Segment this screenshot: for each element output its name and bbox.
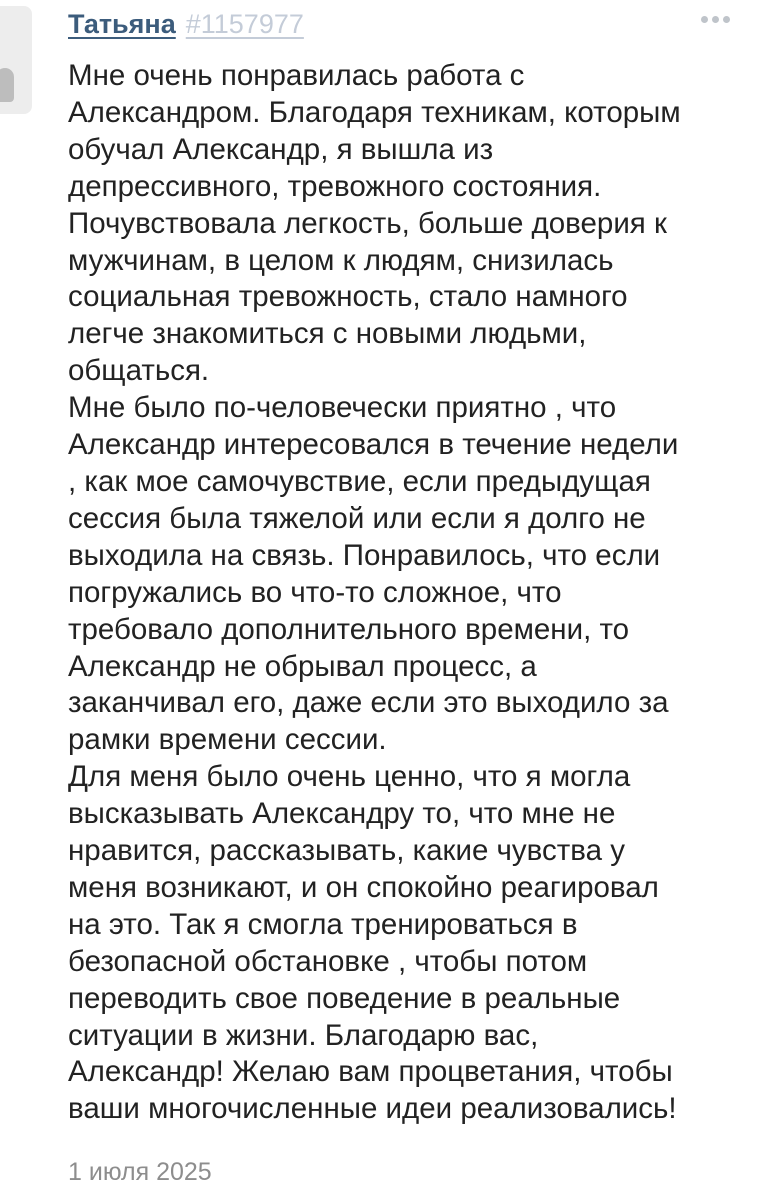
user-silhouette-icon: [0, 68, 14, 102]
avatar[interactable]: [0, 6, 32, 114]
more-horizontal-icon-dot: [723, 16, 730, 23]
more-horizontal-icon-dot: [712, 16, 719, 23]
comment-text: Мне очень понравилась работа с Александром. Благодаря техникам, которым обучал Александр, я вышла из депрессивного, тревожного состояния. Почувствовала легкость, больше доверия к мужчинам, в целом к людям, снизилась социальная тревожность, стало намного легче знакомиться с новыми людьми, общаться. Мне было по-человечески приятно , что Александр интересовался в течение недели , как мое самочувствие, если предыдущая сессия была тяжелой или если я долго не выходила на связь. Понравилось, что если погружались во что-то сложное, что требовало дополнительного времени, то Александр не обрывал процесс, а заканчивал его, даже если это выходило за рамки времени сессии. Для меня было очень ценно, что я могла высказывать Александру то, что мне не нравится, рассказывать, какие чувства у меня возникают, и он спокойно реагировал на это. Так я смогла тренироваться в безопасной обстановке , чтобы потом переводить свое поведение в реальные ситуации в жизни. Благодарю вас, Александр! Желаю вам процветания, чтобы ваши многочисленные идеи реализовались!: [68, 59, 681, 1126]
author-name-link[interactable]: Татьяна: [68, 8, 176, 39]
comment-date: 1 июля 2025: [68, 1158, 212, 1186]
more-options-button[interactable]: [697, 12, 734, 27]
more-horizontal-icon: [701, 16, 708, 23]
comment-header: [68, 6, 734, 42]
comment-id-link[interactable]: #1157977: [185, 8, 304, 39]
